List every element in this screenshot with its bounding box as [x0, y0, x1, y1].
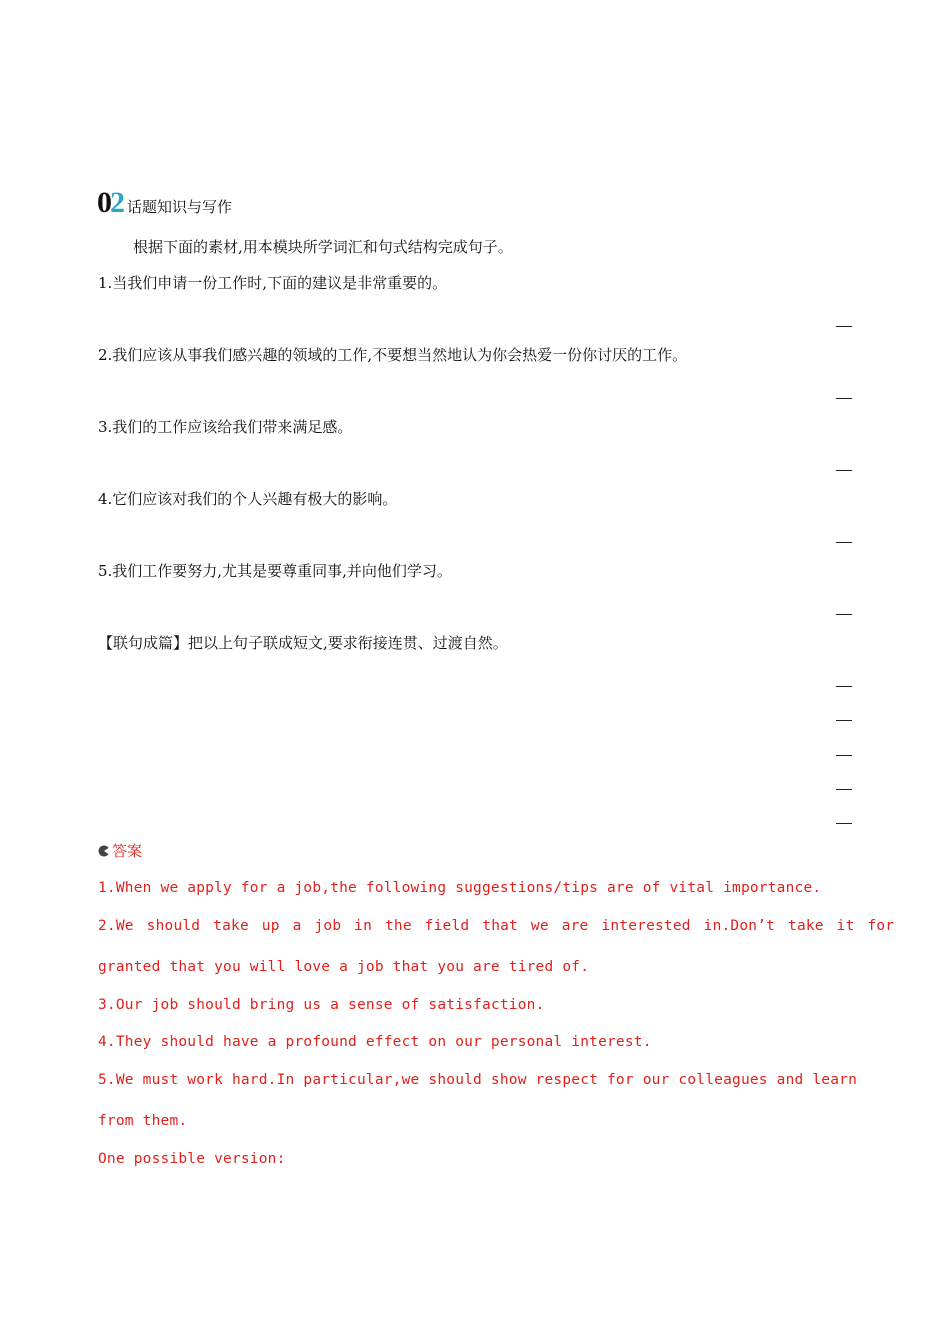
paragraph-blank-line-1: [836, 686, 852, 687]
paragraph-blank-line-3: [836, 755, 852, 756]
possible-version-label: One possible version:: [98, 1151, 286, 1167]
question-4: 4.它们应该对我们的个人兴趣有极大的影响。: [98, 490, 398, 508]
answer-5-line-2: from them.: [98, 1113, 188, 1129]
answer-heading: [98, 840, 142, 861]
answer-2-line-1: 2.We should take up a job in the field that we are interested in.Don’t take it for: [98, 918, 895, 934]
question-3: 3.我们的工作应该给我们带来满足感。: [98, 418, 353, 436]
section-title: 话题知识与写作: [127, 198, 233, 216]
answer-heading-label: 答案: [112, 842, 143, 860]
paragraph-blank-line-4: [836, 789, 852, 790]
answer-blank-line-2: [836, 398, 852, 399]
answer-blank-line-4: [836, 542, 852, 543]
instruction: 根据下面的素材,用本模块所学词汇和句式结构完成句子。: [133, 238, 513, 256]
question-1: 1.当我们申请一份工作时,下面的建议是非常重要的。: [98, 274, 448, 292]
section-number-second-digit: 2: [110, 186, 125, 219]
section-heading: [97, 186, 232, 220]
answer-3: 3.Our job should bring us a sense of satisfaction.: [98, 997, 545, 1013]
answer-blank-line-5: [836, 614, 852, 615]
paragraph-task: 【联句成篇】把以上句子联成短文,要求衔接连贯、过渡自然。: [98, 634, 508, 652]
question-5: 5.我们工作要努力,尤其是要尊重同事,并向他们学习。: [98, 562, 452, 580]
section-number-first-digit: 0: [97, 186, 110, 219]
answer-5-line-1: 5.We must work hard.In particular,we should show respect for our colleagues and learn: [98, 1072, 858, 1088]
answer-4: 4.They should have a profound effect on our personal interest.: [98, 1034, 652, 1050]
answer-2-line-2: granted that you will love a job that you are tired of.: [98, 959, 590, 975]
paragraph-blank-line-5: [836, 823, 852, 824]
question-2: 2.我们应该从事我们感兴趣的领域的工作,不要想当然地认为你会热爱一份你讨厌的工作。: [98, 346, 688, 364]
answer-key-icon: [98, 845, 110, 857]
answer-blank-line-3: [836, 470, 852, 471]
answer-blank-line-1: [836, 326, 852, 327]
answer-1: 1.When we apply for a job,the following suggestions/tips are of vital importance.: [98, 880, 822, 896]
paragraph-blank-line-2: [836, 720, 852, 721]
